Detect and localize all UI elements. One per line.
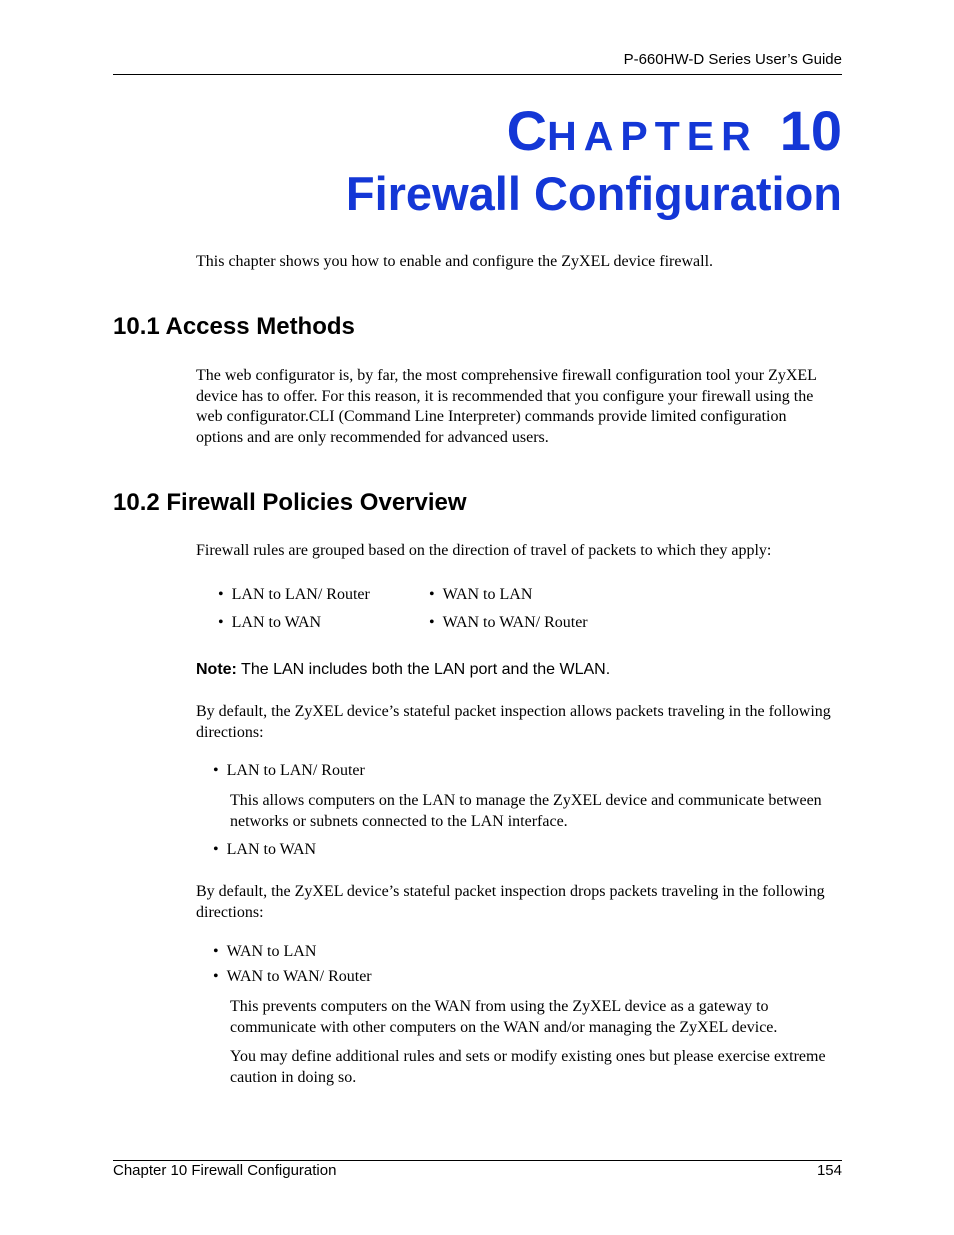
chapter-label-rest: HAPTER [547,113,758,159]
chapter-title: Firewall Configuration [345,167,842,220]
drop-item [213,943,316,961]
note-text: The LAN includes both the LAN port and the WLAN. [236,661,611,678]
drop-intro: By default, the ZyXEL device’s stateful packet inspection drops packets traveling in the following directions: [196,883,825,921]
drop-item-label: WAN to LAN [226,943,317,960]
direction-label: WAN to LAN [442,586,533,603]
drop-item-label: WAN to WAN/ Router [226,968,372,985]
running-header: P-660HW-D Series User’s Guide [623,51,842,68]
chapter-intro: This chapter shows you how to enable and configure the ZyXEL device firewall. [196,253,714,270]
direction-label: WAN to WAN/ Router [442,614,588,631]
allow-item [213,841,316,859]
bullet-marker: • [429,586,435,603]
allow-intro: By default, the ZyXEL device’s stateful packet inspection allows packets traveling in the following directions: [196,703,831,741]
chapter-label [507,98,842,163]
bullet-marker: • [213,762,219,779]
section-heading-access-methods: 10.1 Access Methods [113,313,355,340]
allow-detail: This allows computers on the LAN to manage the ZyXEL device and communicate between networks or subnets connected to the LAN interface. [230,792,822,830]
policies-intro: Firewall rules are grouped based on the direction of travel of packets to which they apply: [196,542,772,559]
direction-item [218,586,370,604]
bullet-marker: • [213,841,219,858]
direction-item [429,586,532,604]
allow-item-label: LAN to WAN [226,841,317,858]
access-methods-paragraph: The web configurator is, by far, the most comprehensive firewall configuration tool your ZyXEL device has to offer. For this reason, it is recommended that you configure your firewall using the web configurator.CLI (Command Line Interpreter) commands provide limited configuration options and are only recommended for advanced users. [196,367,817,446]
drop-item [213,968,372,986]
direction-label: LAN to LAN/ Router [231,586,370,603]
allow-item [213,762,365,780]
bullet-marker: • [218,614,224,631]
bullet-marker: • [218,586,224,603]
direction-item [429,614,588,632]
chapter-label-initial: C [506,99,548,162]
drop-detail: This prevents computers on the WAN from using the ZyXEL device as a gateway to communicate with other computers on the WAN and/or managing the ZyXEL device. [230,998,778,1036]
section-heading-policies-overview: 10.2 Firewall Policies Overview [113,489,467,516]
page-number: 154 [816,1162,842,1179]
caution-text: You may define additional rules and sets or modify existing ones but please exercise extreme caution in doing so. [230,1048,826,1086]
direction-item [218,614,321,632]
note-label: Note: [196,661,237,678]
bullet-marker: • [213,968,219,985]
allow-item-label: LAN to LAN/ Router [226,762,365,779]
bullet-marker: • [429,614,435,631]
note [196,661,610,679]
bullet-marker: • [213,943,219,960]
header-rule [113,74,842,75]
footer-rule [113,1160,842,1161]
footer-chapter-title: Chapter 10 Firewall Configuration [113,1162,337,1179]
direction-label: LAN to WAN [231,614,322,631]
chapter-number: 10 [779,99,842,162]
